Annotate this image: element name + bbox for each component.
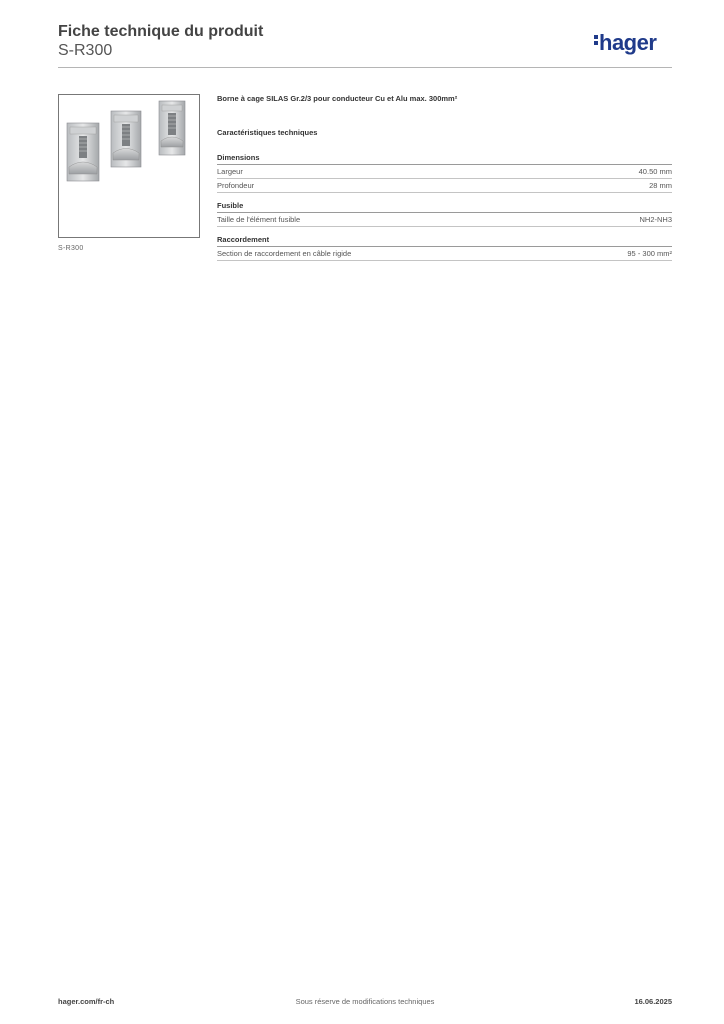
image-caption: S-R300	[58, 245, 84, 252]
page-header	[58, 22, 263, 60]
header-divider	[58, 67, 672, 68]
spec-group-dimensions	[217, 152, 672, 193]
spec-group-raccordement	[217, 234, 672, 261]
hager-logo	[594, 30, 656, 56]
spec-group-title: Dimensions	[217, 152, 672, 165]
spec-value: 95 - 300 mm²	[627, 249, 672, 258]
spec-label: Profondeur	[217, 181, 255, 190]
spec-label: Largeur	[217, 167, 243, 176]
footer-website-link[interactable]: hager.com/fr-ch	[58, 997, 115, 1006]
product-content	[217, 94, 672, 261]
spec-row	[217, 165, 672, 179]
spec-group-title: Raccordement	[217, 234, 672, 247]
cage-terminals-illustration	[59, 95, 199, 237]
spec-label: Section de raccordement en câble rigide	[217, 249, 352, 258]
product-code: S-R300	[58, 42, 113, 59]
specs-section-title: Caractéristiques techniques	[217, 128, 318, 137]
spec-row	[217, 247, 672, 261]
spec-value: 40.50 mm	[638, 167, 672, 176]
footer-notice: Sous réserve de modifications techniques	[295, 997, 435, 1006]
spec-label: Taille de l'élément fusible	[217, 215, 301, 224]
footer-date: 16.06.2025	[634, 997, 672, 1006]
spec-group-fusible	[217, 200, 672, 227]
document-title: Fiche technique du produit	[58, 23, 264, 40]
product-image	[58, 94, 200, 238]
logo-dots-icon	[594, 35, 598, 47]
spec-row	[217, 179, 672, 193]
spec-value: 28 mm	[649, 181, 672, 190]
spec-row	[217, 213, 672, 227]
product-description: Borne à cage SILAS Gr.2/3 pour conducteur Cu et Alu max. 300mm²	[217, 94, 458, 103]
logo-text: hager	[599, 30, 657, 55]
spec-group-title: Fusible	[217, 200, 672, 213]
spec-value: NH2-NH3	[639, 215, 672, 224]
